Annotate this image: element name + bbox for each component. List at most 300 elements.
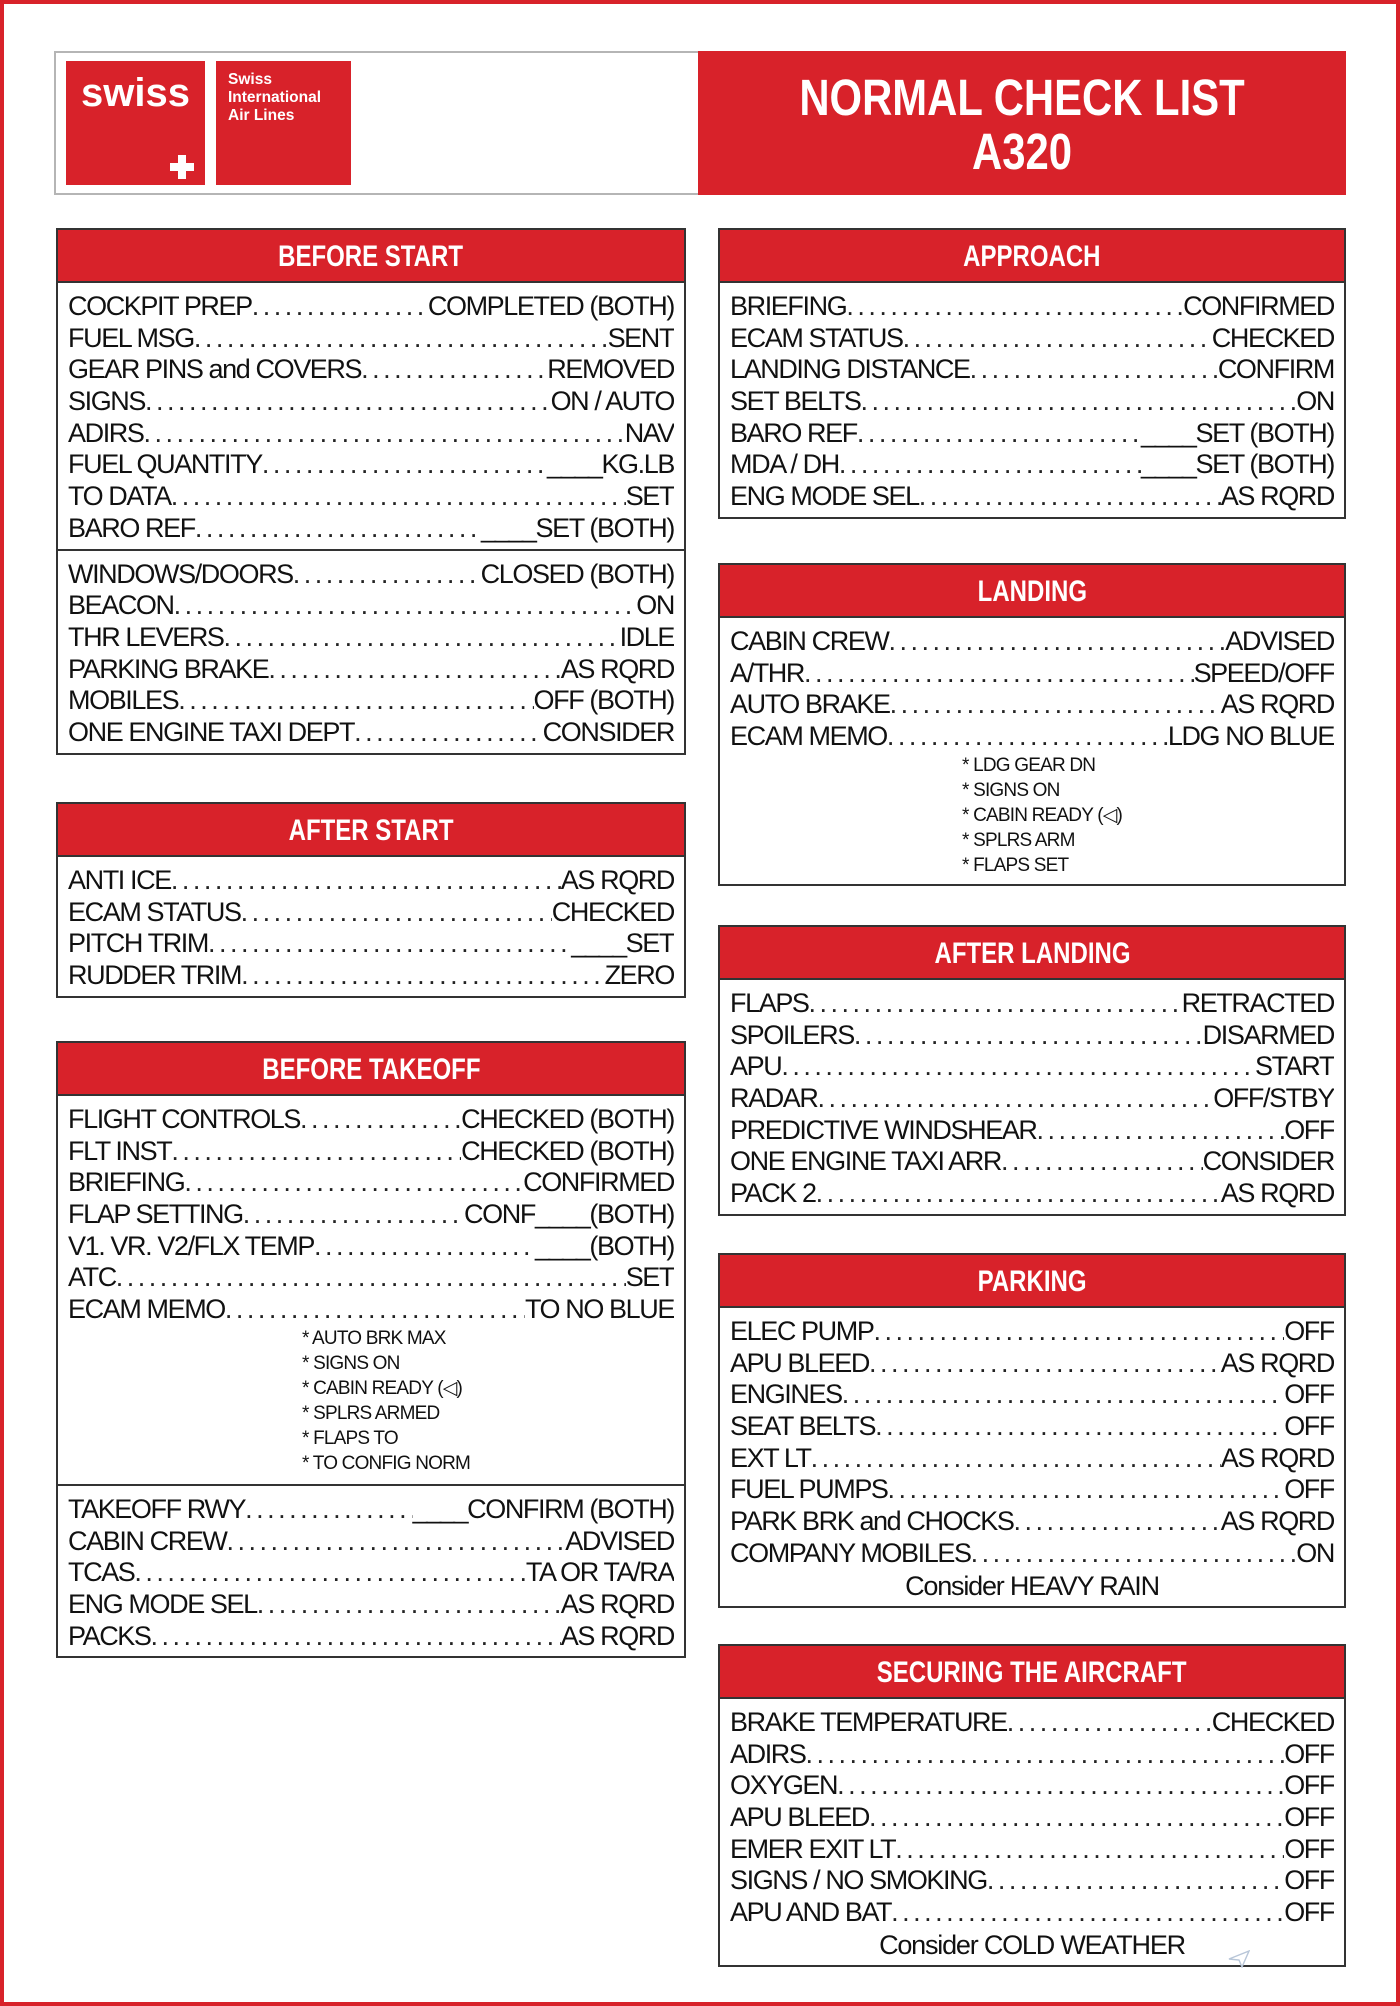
checklist-row [68,1526,674,1558]
section-securing-the-aircraft [718,1644,1346,1967]
dot-leader [971,1538,1297,1570]
checklist-group [58,1484,684,1656]
checklist-row [68,449,674,481]
checklist-row [730,449,1334,481]
dot-leader [268,654,560,686]
section-title: AFTER START [58,804,684,857]
checklist-value: OFF [1284,1316,1334,1346]
checklist-item: APU BLEED [730,1802,869,1833]
checklist-value: CHECKED (BOTH) [461,1104,674,1134]
checklist-value: AS RQRD [1220,481,1334,512]
checklist-row [730,1443,1334,1475]
airline-name-line: International [228,89,322,106]
checklist-value: ON [1296,1537,1334,1568]
checklist-row [730,1411,1334,1443]
checklist-value: OFF [1284,1474,1334,1505]
checklist-item: ONE ENGINE TAXI DEPT [68,716,355,747]
section-title: SECURING THE AIRCRAFT [720,1646,1344,1699]
checklist-row [68,291,674,323]
checklist-rows [730,1707,1334,1929]
dot-leader [842,1379,1284,1411]
checklist-value: CONF____(BOTH) [464,1199,674,1230]
dot-leader [257,1589,561,1621]
checklist-group [58,283,684,549]
checklist-item: ECAM MEMO [68,1294,225,1325]
checklist-item: PITCH TRIM [68,928,208,959]
checklist-item: PACKS [68,1620,151,1651]
dot-leader [224,622,620,654]
checklist-value: TO NO BLUE [524,1294,674,1325]
checklist-item: ANTI ICE [68,865,171,895]
section-landing [718,563,1346,886]
checklist-item: PACK 2 [730,1178,816,1209]
dot-leader [818,1083,1214,1115]
checklist-value: ____KG.LB [546,449,674,480]
checklist-row [730,1379,1334,1411]
section-after-landing [718,925,1346,1216]
checklist-item: MDA / DH [730,449,839,480]
dot-leader [837,1770,1284,1802]
dot-leader [890,689,1221,721]
checklist-value: REMOVED [547,354,674,385]
dot-leader [806,1739,1285,1771]
checklist-item: ONE ENGINE TAXI ARR [730,1146,1001,1177]
dot-leader [889,626,1226,658]
checklist-row [730,1051,1334,1083]
checklist-value: IDLE [619,621,674,652]
dot-leader [1007,1707,1212,1739]
checklist-value: TA OR TA/RA [525,1557,674,1588]
checklist-value: SPEED/OFF [1193,657,1334,688]
dot-leader [195,513,481,545]
checklist-value: ADVISED [565,1525,674,1556]
dot-leader [354,717,543,749]
checklist-row [730,1834,1334,1866]
checklist-value: SET [625,481,674,512]
checklist-value: OFF [1284,1865,1334,1896]
checklist-value: CONFIRM [1217,354,1334,385]
dot-leader [869,1348,1221,1380]
checklist-value: CONSIDER [542,716,674,747]
checklist-row [730,323,1334,355]
memo-line: * SIGNS ON [302,1352,400,1374]
memo-line: * FLAPS SET [962,854,1069,876]
checklist-row [730,658,1334,690]
checklist-value: OFF [1284,1897,1334,1928]
checklist-value: AS RQRD [1220,1506,1334,1537]
dot-leader [860,386,1296,418]
dot-leader [811,1443,1221,1475]
dot-leader [857,418,1141,450]
checklist-item: ECAM MEMO [730,721,887,752]
checklist-value: ____(BOTH) [534,1230,674,1261]
checklist-item: FUEL QUANTITY [68,449,262,480]
checklist-value: ZERO [604,960,674,991]
checklist-value: OFF [1284,1833,1334,1864]
checklist-value: CHECKED [1211,322,1334,353]
checklist-row [68,418,674,450]
checklist-row [730,1474,1334,1506]
checklist-rows [68,1104,674,1326]
section-approach [718,228,1346,519]
memo-line: * SIGNS ON [962,779,1060,801]
checklist-row [730,1020,1334,1052]
memo-line: * AUTO BRK MAX [302,1327,446,1349]
dot-leader [816,1178,1221,1210]
checklist-item: FUEL MSG [68,322,194,353]
dot-leader [314,1231,535,1263]
checklist-item: AUTO BRAKE [730,689,890,720]
checklist-item: CABIN CREW [730,626,889,656]
checklist-item: BEACON [68,590,174,621]
airline-name [216,61,351,185]
checklist-value: CLOSED (BOTH) [480,558,674,589]
checklist-row [68,354,674,386]
checklist-value: ____SET [571,928,674,959]
checklist-value: ON [636,590,674,621]
checklist-item: ECAM STATUS [730,322,903,353]
checklist-value: SENT [607,322,674,353]
dot-leader [174,590,637,622]
checklist-value: CONFIRMED [523,1167,674,1198]
checklist-item: WINDOWS/DOORS [68,558,293,589]
checklist-item: ENGINES [730,1379,842,1410]
checklist-item: COMPANY MOBILES [730,1537,971,1568]
dot-leader [854,1020,1203,1052]
checklist-group [58,1096,684,1484]
title-line-2: A320 [972,123,1072,180]
dot-leader [891,1897,1284,1929]
checklist-item: V1. VR. V2/FLX TEMP [68,1230,314,1261]
dot-leader [151,1621,561,1653]
checklist-item: RUDDER TRIM [68,960,242,991]
checklist-row [730,1538,1334,1570]
checklist-value: OFF [1284,1114,1334,1145]
checklist-value: OFF [1284,1411,1334,1442]
checklist-value: AS RQRD [560,653,674,684]
airline-name-line: Air Lines [228,107,295,124]
section-after-start [56,802,686,998]
logo-word: swiss [81,71,190,115]
checklist-row [68,685,674,717]
checklist-value: NAV [624,417,674,448]
ecam-memo-list [730,753,1334,880]
memo-line: * CABIN READY (◁) [962,804,1123,826]
checklist-row [730,1178,1334,1210]
checklist-group [720,1699,1344,1965]
checklist-row [730,1739,1334,1771]
checklist-row [730,354,1334,386]
checklist-row [68,1294,674,1326]
dot-leader [970,354,1218,386]
memo-line: * CABIN READY (◁) [302,1377,463,1399]
checklist-row [68,1167,674,1199]
checklist-row [730,291,1334,323]
checklist-item: EXT LT [730,1442,811,1473]
dot-leader [839,449,1141,481]
section-parking [718,1253,1346,1608]
checklist-row [730,481,1334,513]
checklist-item: A/THR [730,657,805,688]
checklist-row [68,897,674,929]
dot-leader [171,481,626,513]
checklist-item: OXYGEN [730,1770,838,1801]
section-before-start [56,228,686,755]
checklist-value: ____CONFIRM (BOTH) [412,1493,674,1524]
checklist-row [68,1199,674,1231]
checklist-item: BRIEFING [730,291,847,321]
checklist-item: ECAM STATUS [68,896,241,927]
checklist-row [68,717,674,749]
checklist-row [730,1316,1334,1348]
section-title: LANDING [720,565,1344,618]
checklist-row [68,1231,674,1263]
checklist-item: PREDICTIVE WINDSHEAR [730,1114,1037,1145]
checklist-value: OFF [1284,1802,1334,1833]
dot-leader [888,1474,1285,1506]
dot-leader [171,865,561,897]
checklist-item: PARK BRK and CHOCKS [730,1506,1014,1537]
dot-leader [903,323,1212,355]
checklist-value: CHECKED [1211,1707,1334,1737]
checklist-value: AS RQRD [560,865,674,895]
dot-leader [134,1557,525,1589]
dot-leader [887,721,1168,753]
checklist-rows [730,1316,1334,1570]
checklist-value: OFF (BOTH) [533,685,674,716]
checklist-row [68,1136,674,1168]
checklist-row [68,559,674,591]
dot-leader [293,559,481,591]
checklist-group [720,980,1344,1214]
checklist-value: DISARMED [1202,1019,1334,1050]
dot-leader [875,1411,1284,1443]
dot-leader [895,1834,1284,1866]
dot-leader [194,323,608,355]
section-title: BEFORE START [58,230,684,283]
dot-leader [1001,1146,1203,1178]
checklist-row [68,865,674,897]
section-note: Consider HEAVY RAIN [905,1570,1159,1601]
dot-leader [300,1104,461,1136]
checklist-item: CABIN CREW [68,1525,227,1556]
checklist-item: GEAR PINS and COVERS [68,354,362,385]
dot-leader [252,291,428,323]
checklist-value: OFF [1284,1379,1334,1410]
checklist-item: BRIEFING [68,1167,185,1198]
checklist-row [730,1865,1334,1897]
checklist-row [68,960,674,992]
dot-leader [245,1494,413,1526]
dot-leader [262,449,547,481]
header [54,51,1344,195]
checklist-row [68,1494,674,1526]
dot-leader [1037,1115,1285,1147]
checklist-row [730,1802,1334,1834]
checklist-row [68,513,674,545]
checklist-item: ATC [68,1262,116,1293]
checklist-item: SIGNS / NO SMOKING [730,1865,987,1896]
checklist-row [730,1707,1334,1739]
checklist-item: FLIGHT CONTROLS [68,1104,301,1134]
checklist-value: AS RQRD [1220,689,1334,720]
dot-leader [241,960,604,992]
checklist-value: SET [625,1262,674,1293]
checklist-row [730,988,1334,1020]
checklist-value: OFF [1284,1770,1334,1801]
checklist-row [730,418,1334,450]
section-note: Consider COLD WEATHER [879,1929,1185,1960]
checklist-row [68,323,674,355]
checklist-item: SPOILERS [730,1019,854,1050]
checklist-item: FUEL PUMPS [730,1474,888,1505]
dot-leader [227,1526,566,1558]
checklist-value: ADVISED [1225,626,1334,656]
checklist-item: LANDING DISTANCE [730,354,970,385]
memo-line: * TO CONFIG NORM [302,1452,471,1474]
checklist-value: ____SET (BOTH) [1141,417,1334,448]
memo-line: * SPLRS ARMED [302,1402,440,1424]
dot-leader [184,1167,523,1199]
title-line-1: NORMAL CHECK LIST [799,69,1245,126]
checklist-item: ELEC PUMP [730,1316,874,1346]
checklist-row [68,1589,674,1621]
dot-leader [171,1136,461,1168]
checklist-value: AS RQRD [1220,1442,1334,1473]
checklist-item: APU AND BAT [730,1897,892,1928]
checklist-value: AS RQRD [560,1620,674,1651]
checklist-row [730,1770,1334,1802]
section-before-takeoff [56,1041,686,1658]
ecam-memo-list [68,1326,674,1480]
swiss-logo [66,61,205,185]
checklist-row [730,1348,1334,1380]
checklist-item: ADIRS [68,417,144,448]
checklist-item: BARO REF [730,417,857,448]
checklist-item: ADIRS [730,1738,806,1769]
dot-leader [208,928,571,960]
page-title [698,51,1346,195]
section-title: APPROACH [720,230,1344,283]
dot-leader [919,481,1221,513]
checklist-item: ENG MODE SEL [68,1588,257,1619]
checklist-value: AS RQRD [560,1588,674,1619]
checklist-group [720,618,1344,884]
swiss-cross-icon [168,153,196,181]
dot-leader [241,897,552,929]
checklist-item: TCAS [68,1557,135,1588]
checklist-row [68,1104,674,1136]
dot-leader [873,1316,1284,1348]
checklist-row [68,928,674,960]
checklist-group [58,549,684,753]
checklist-group [720,283,1344,517]
checklist-item: FLT INST [68,1135,172,1166]
dot-leader [116,1262,626,1294]
checklist-item: SIGNS [68,386,146,417]
checklist-row [730,626,1334,658]
checklist-value: ____SET (BOTH) [481,512,674,543]
checklist-item: APU BLEED [730,1347,869,1378]
dot-leader [144,418,625,450]
checklist-row [68,1557,674,1589]
checklist-value: OFF [1284,1738,1334,1769]
checklist-item: BARO REF [68,512,195,543]
checklist-row [730,1146,1334,1178]
checklist-value: CHECKED [551,896,674,927]
checklist-row [68,1262,674,1294]
checklist-rows [730,626,1334,753]
checklist-item: TAKEOFF RWY [68,1493,246,1524]
checklist-value: RETRACTED [1181,988,1334,1018]
memo-line: * SPLRS ARM [962,829,1075,851]
checklist-item: SEAT BELTS [730,1411,876,1442]
checklist-value: OFF/STBY [1213,1083,1334,1114]
checklist-item: FLAPS [730,988,809,1018]
dot-leader [243,1199,464,1231]
checklist-value: ON / AUTO [550,386,674,417]
checklist-value: AS RQRD [1220,1347,1334,1378]
memo-line: * FLAPS TO [302,1427,398,1449]
checklist-value: LDG NO BLUE [1167,721,1334,752]
checklist-item: RADAR [730,1083,818,1114]
checklist-group [58,857,684,996]
dot-leader [869,1802,1284,1834]
checklist-item: APU [730,1051,782,1082]
checklist-item: EMER EXIT LT [730,1833,896,1864]
checklist-value: START [1254,1051,1334,1082]
checklist-row [730,689,1334,721]
airline-name-line: Swiss [228,71,272,88]
checklist-row [68,622,674,654]
checklist-value: ____SET (BOTH) [1141,449,1334,480]
checklist-item: TO DATA [68,481,171,512]
memo-line: * LDG GEAR DN [962,754,1096,776]
checklist-row [68,590,674,622]
section-title: AFTER LANDING [720,927,1344,980]
section-title: BEFORE TAKEOFF [58,1043,684,1096]
checklist-row [68,481,674,513]
checklist-value: ON [1296,386,1334,417]
checklist-item: SET BELTS [730,386,861,417]
dot-leader [809,988,1182,1020]
checklist-row [730,1897,1334,1929]
checklist-item: THR LEVERS [68,621,224,652]
dot-leader [1014,1506,1221,1538]
dot-leader [987,1865,1284,1897]
checklist-row [68,386,674,418]
dot-leader [781,1051,1255,1083]
checklist-value: CONSIDER [1202,1146,1334,1177]
checklist-row [730,1506,1334,1538]
checklist-group [720,1308,1344,1606]
checklist-row [730,1115,1334,1147]
checklist-item: COCKPIT PREP [68,291,252,321]
paper-plane-icon [1228,1950,1250,1968]
checklist-row [730,1083,1334,1115]
checklist-item: ENG MODE SEL [730,481,919,512]
checklist-row [68,654,674,686]
checklist-item: FLAP SETTING [68,1199,243,1230]
dot-leader [846,291,1183,323]
checklist-value: CHECKED (BOTH) [461,1135,674,1166]
checklist-item: BRAKE TEMPERATURE [730,1707,1007,1737]
dot-leader [178,685,533,717]
checklist-value: COMPLETED (BOTH) [427,291,674,321]
dot-leader [804,658,1194,690]
checklist-row [730,386,1334,418]
checklist-value: AS RQRD [1220,1178,1334,1209]
